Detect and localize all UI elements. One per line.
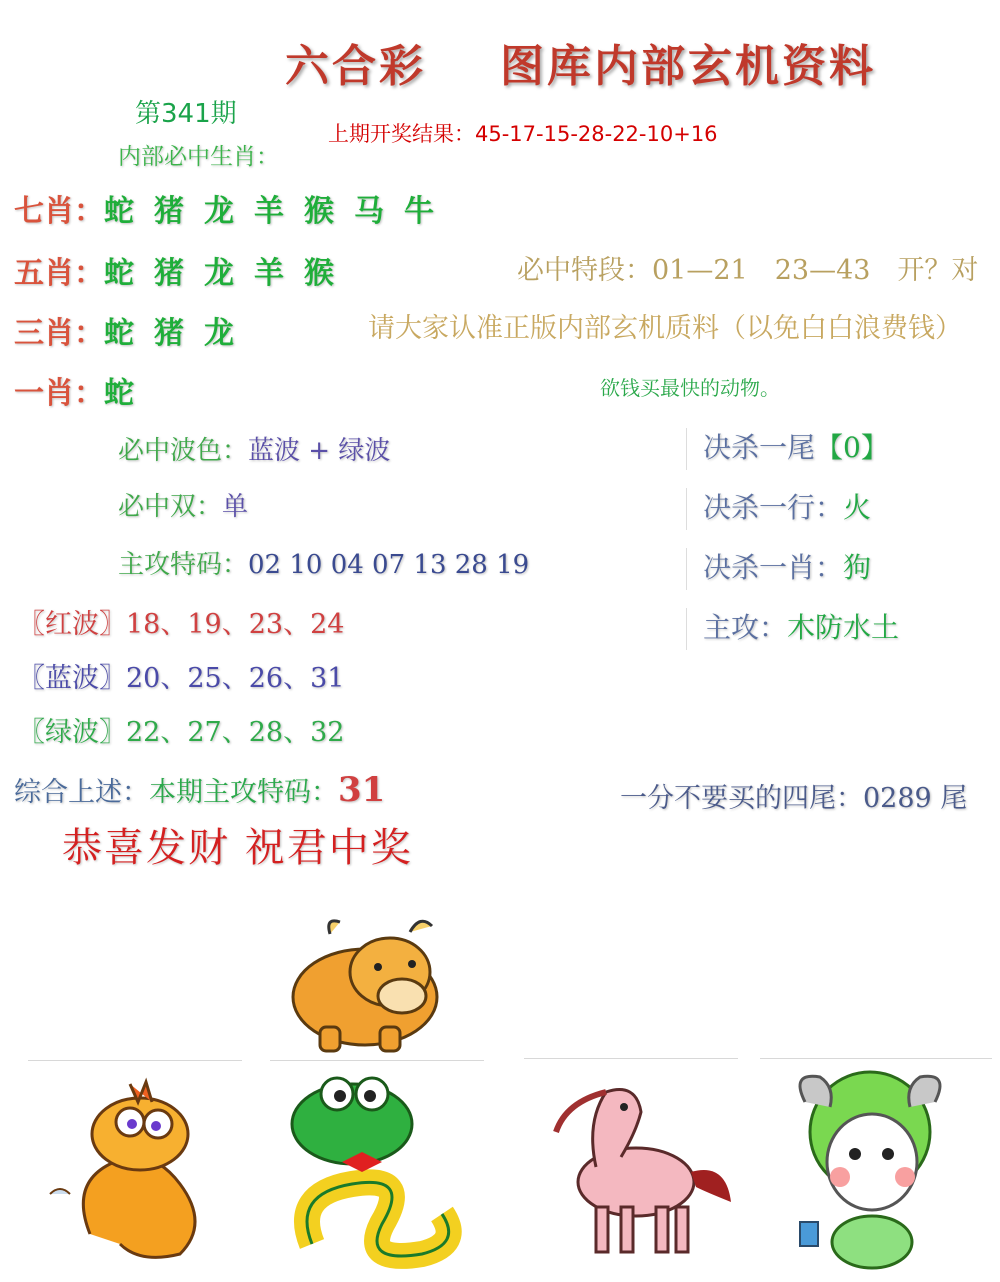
- kill-zodiac: [703, 546, 871, 586]
- main-codes-label: 主攻特码：: [118, 550, 249, 580]
- frame-line: [760, 1058, 992, 1059]
- kill-element-label: 决杀一行：: [703, 491, 844, 524]
- divider: [686, 548, 687, 590]
- main-attack-codes: [118, 544, 529, 581]
- kill-element-value: 火: [843, 491, 872, 524]
- goat-icon: [760, 1062, 992, 1274]
- summary-line: [14, 770, 385, 810]
- blue-wave-label: 〖蓝波〗: [18, 663, 126, 694]
- four-tails-avoid: 一分不要买的四尾：0289 尾: [620, 783, 968, 814]
- main-attack-value: 木防水土: [787, 611, 900, 644]
- kill-tail-label: 决杀一尾: [703, 431, 816, 464]
- kill-tail-value: 【0】: [815, 431, 889, 464]
- divider: [686, 428, 687, 470]
- must-double-value: 单: [222, 492, 249, 522]
- kill-tail: [703, 426, 889, 466]
- zodiac-row-value: 蛇猪龙: [104, 316, 254, 351]
- summary-middle: 本期主攻特码：: [149, 777, 338, 808]
- special-range: 必中特段：01—21 23—43 开？对: [517, 255, 979, 286]
- kill-element: [703, 486, 871, 526]
- must-wave-color: [118, 430, 390, 467]
- zodiac-row-label: 一肖：: [14, 376, 104, 411]
- blue-wave-row: [18, 656, 344, 695]
- ox-image: [270, 912, 460, 1060]
- zodiac-row-value: 蛇: [104, 376, 154, 411]
- page-title-left: 六合彩: [285, 41, 426, 92]
- summary-label: 综合上述：: [14, 777, 149, 808]
- kill-zodiac-label: 决杀一肖：: [703, 551, 844, 584]
- summary-special-number: 31: [338, 770, 386, 810]
- zodiac-row-label: 五肖：: [14, 256, 104, 291]
- authenticity-notice: 请大家认准正版内部玄机质料（以免白白浪费钱）: [368, 313, 962, 344]
- frame-line: [28, 1060, 242, 1061]
- zodiac-row-value: 蛇猪龙羊猴: [104, 256, 354, 291]
- goat-image: [760, 1062, 992, 1274]
- horse-icon: [526, 1062, 738, 1274]
- divider: [686, 488, 687, 530]
- main-codes-value: 02 10 04 07 13 28 19: [248, 550, 530, 580]
- zodiac-row-one: [14, 368, 154, 412]
- must-wave-color-label: 必中波色：: [118, 436, 249, 466]
- issue-number: 第341期: [135, 99, 237, 129]
- horse-image: [526, 1062, 738, 1274]
- main-attack-label: 主攻：: [703, 611, 788, 644]
- last-draw-result: 上期开奖结果：45-17-15-28-22-10+16: [328, 122, 718, 146]
- must-zodiac-heading: 内部必中生肖：: [118, 144, 279, 170]
- zodiac-row-label: 三肖：: [14, 316, 104, 351]
- kill-zodiac-value: 狗: [843, 551, 872, 584]
- zodiac-row-three: [14, 308, 254, 352]
- snake-image: [272, 1064, 484, 1274]
- divider: [686, 608, 687, 650]
- ox-icon: [270, 912, 460, 1060]
- zodiac-row-seven: [14, 186, 454, 230]
- red-wave-numbers: 18、19、23、24: [126, 609, 345, 640]
- green-wave-numbers: 22、27、28、32: [126, 717, 345, 748]
- page-title-right: 图库内部玄机资料: [500, 41, 876, 92]
- frame-line: [270, 1060, 484, 1061]
- zodiac-row-label: 七肖：: [14, 194, 104, 229]
- red-wave-row: [18, 602, 344, 641]
- animal-riddle: 欲钱买最快的动物。: [600, 376, 780, 400]
- snake-icon: [272, 1064, 484, 1274]
- zodiac-row-five: [14, 248, 354, 292]
- dragon-icon: [30, 1064, 242, 1274]
- must-double: [118, 486, 248, 523]
- frame-line: [524, 1058, 738, 1059]
- must-double-label: 必中双：: [118, 492, 223, 522]
- blessing-text: 恭喜发财 祝君中奖: [62, 825, 413, 871]
- dragon-image: [30, 1064, 242, 1274]
- green-wave-row: [18, 710, 344, 749]
- blue-wave-numbers: 20、25、26、31: [126, 663, 345, 694]
- zodiac-row-value: 蛇猪龙羊猴马牛: [104, 194, 454, 229]
- must-wave-color-value: 蓝波 + 绿波: [248, 436, 391, 466]
- green-wave-label: 〖绿波〗: [18, 717, 126, 748]
- main-attack-elements: [703, 606, 899, 646]
- red-wave-label: 〖红波〗: [18, 609, 126, 640]
